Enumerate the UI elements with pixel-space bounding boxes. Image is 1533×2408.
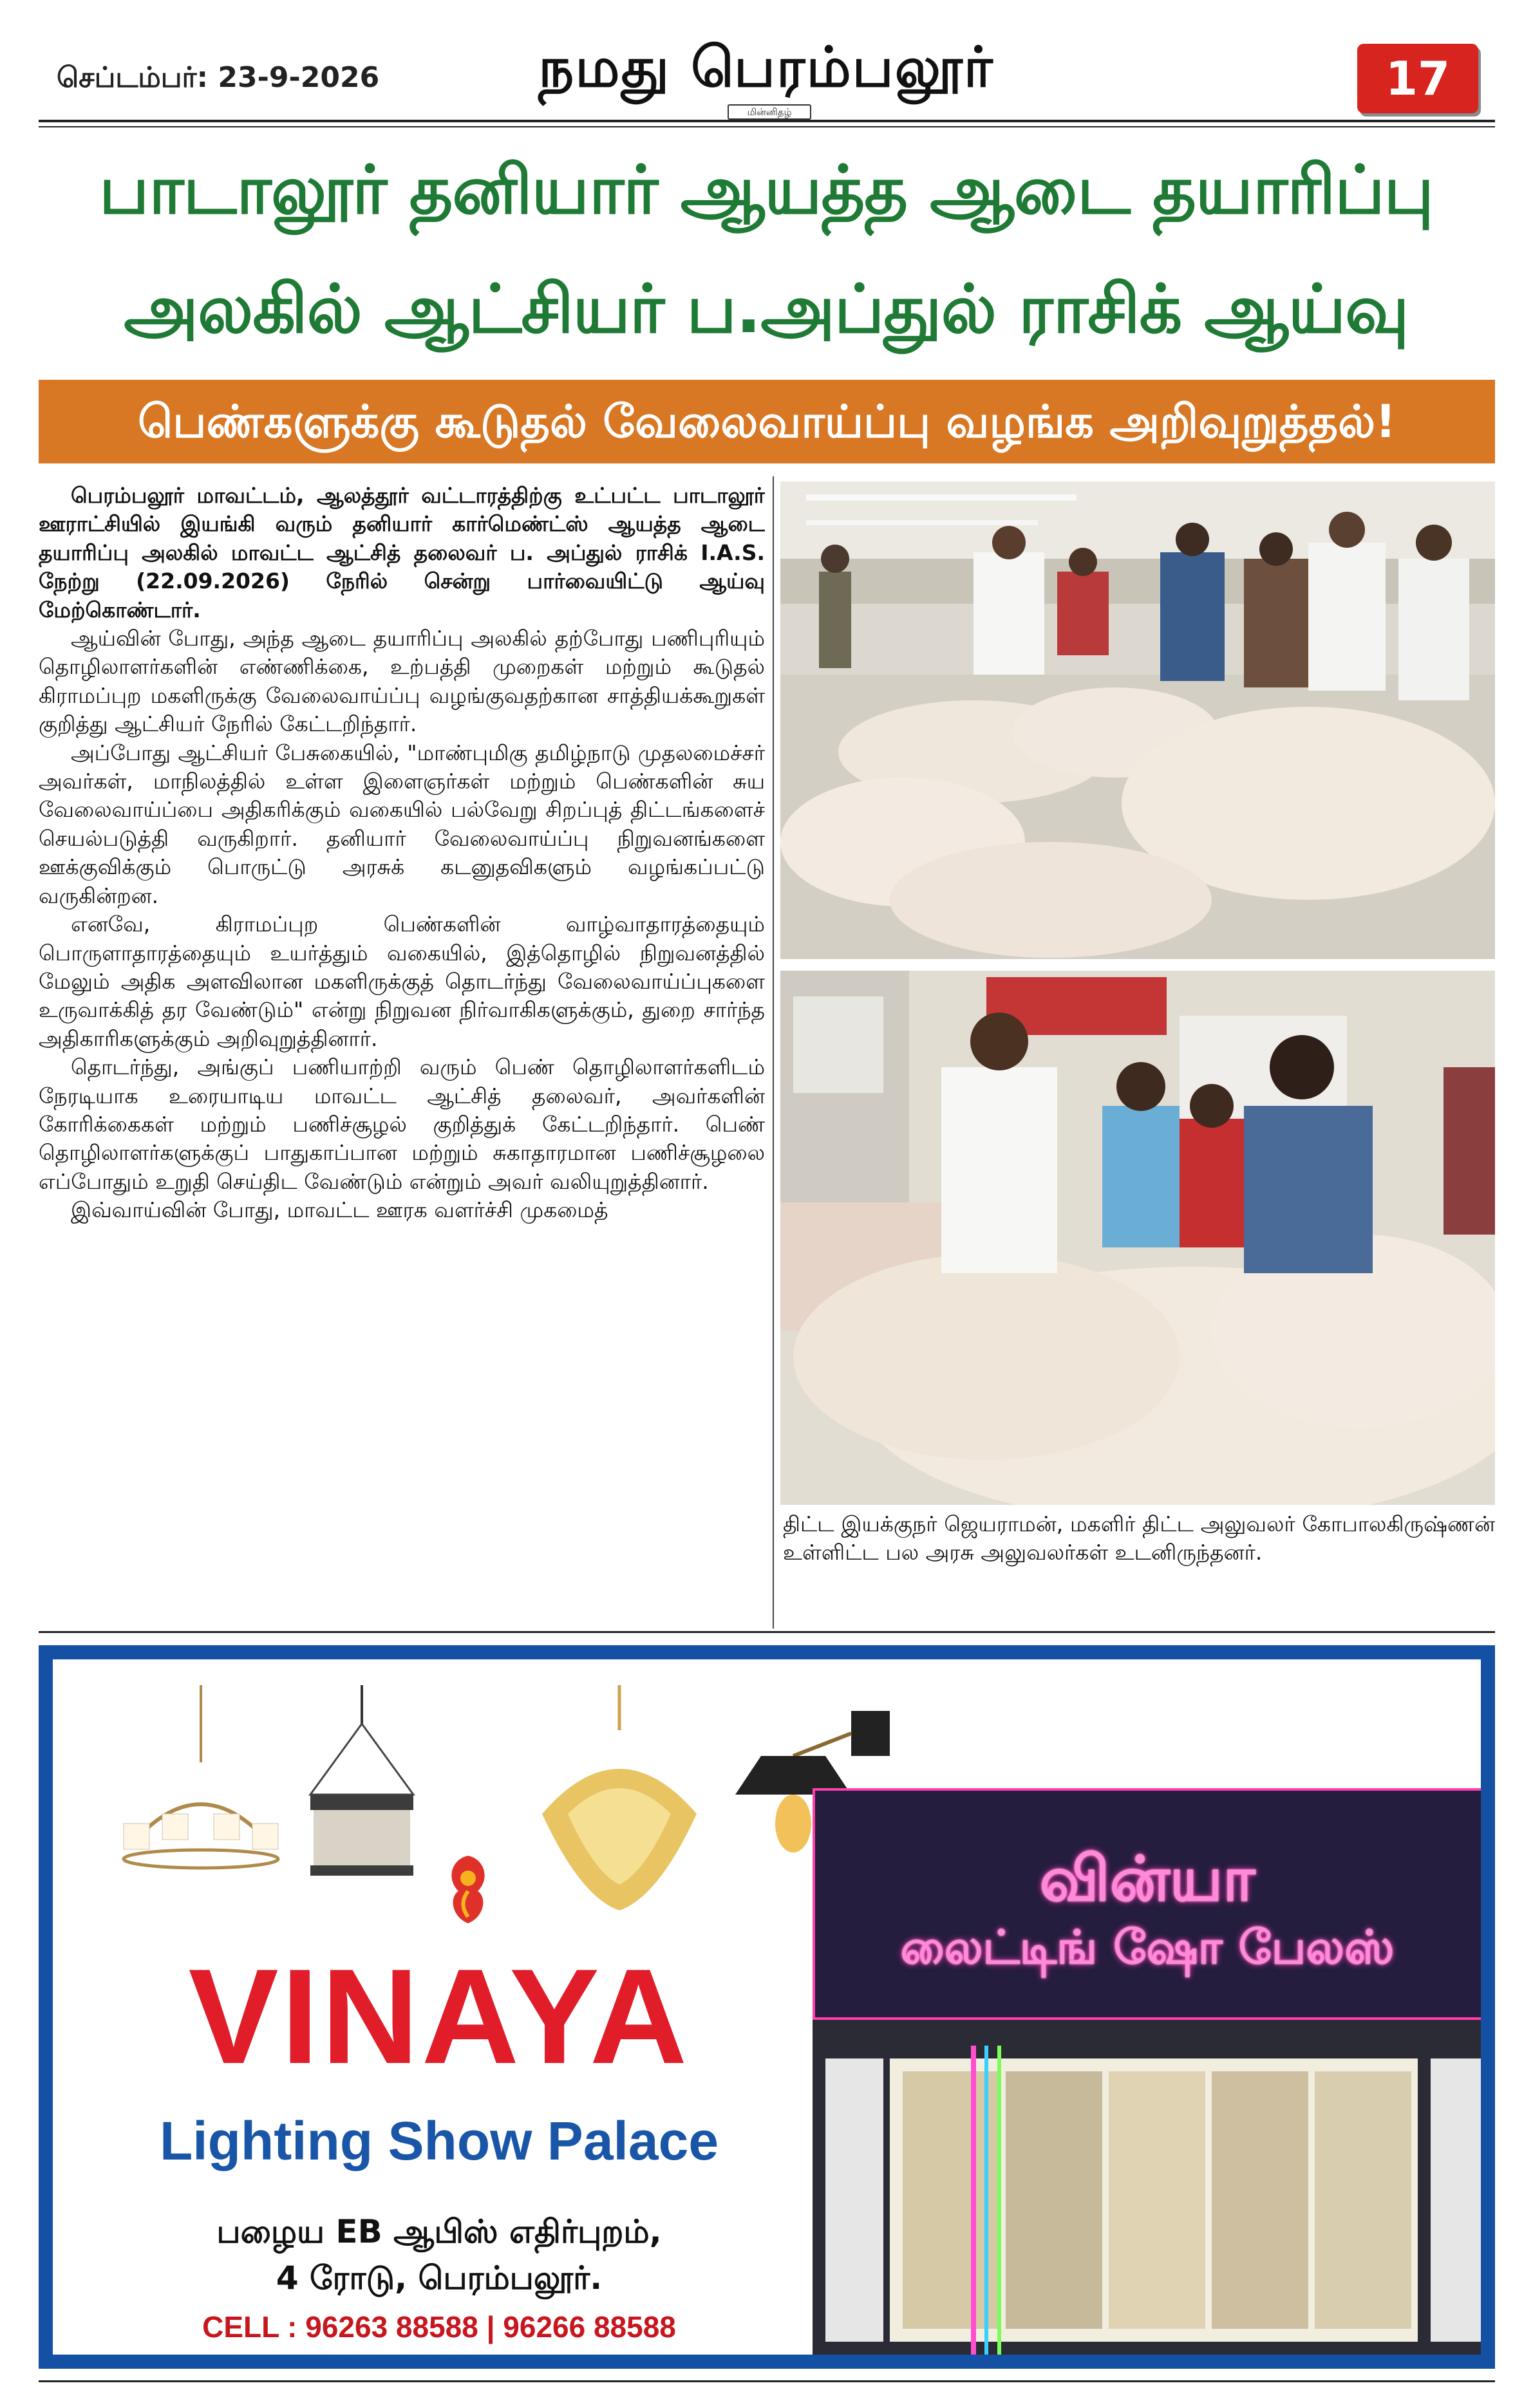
ad-brand-subtitle: Lighting Show Palace [159,2111,719,2171]
article-paragraph: தொடர்ந்து, அங்குப் பணியாற்றி வரும் பெண் தொழிலாளர்களிடம் நேரடியாக உரையாடிய மாவட்ட ஆட்சித் தலைவர், அவர்களின் கோரிக்கைகள் மற்றும் பணிச்சூழல் குறித்துக் கேட்டறிந்தார். பெண் தொழிலாளர்களுக்குப் பாதுகாப்பான மற்றும் சுகாதாரமான பணிச்சூழலை எப்போதும் உறுதி செய்திட வேண்டும் என்றும் அவர் வலியுறுத்தினார். [39,1054,765,1194]
page-bottom-rule [39,2380,1495,2382]
article-bottom-rule [39,1631,1495,1633]
article-continuation-text: திட்ட இயக்குநர் ஜெயராமன், மகளிர் திட்ட அலுவலர் கோபாலகிருஷ்ணன் உள்ளிட்ட பல அரசு அலுவலர்கள் உடனிருந்தனர். [783,1511,1495,1565]
article-paragraph: அப்போது ஆட்சியர் பேசுகையில், "மாண்புமிகு தமிழ்நாடு முதலமைச்சர் அவர்கள், மாநிலத்தில் உள்ள இளைஞர்கள் மற்றும் பெண்களின் சுய வேலைவாய்ப்பை அதிகரிக்கும் வகையில் பல்வேறு சிறப்புத் திட்டங்களைச் செயல்படுத்தி வருகிறார். தனியார் வேலைவாய்ப்பு நிறுவனங்களை ஊக்குவிக்கும் பொருட்டு அரசுக் கடனுதவிகளும் வழங்கப்பட்டு வருகின்றன. [39,740,765,908]
subheadline-banner: பெண்களுக்கு கூடுதல் வேலைவாய்ப்பு வழங்க அறிவுறுத்தல்! [39,380,1495,463]
headline-line-1: பாடாலூர் தனியார் ஆயத்த ஆடை தயாரிப்பு [99,151,1434,229]
ad-phone-numbers: CELL : 96263 88588 | 96266 88588 [202,2310,676,2344]
store-sign-line-2: லைட்டிங் ஷோ பேலஸ் [900,1920,1395,1974]
newspaper-tagline: மின்னிதழ் [728,104,811,120]
ad-address-line-1: பழைய EB ஆபிஸ் எதிர்புறம், [216,2213,662,2250]
article-continuation [783,1510,1495,1567]
masthead-rule [39,120,1495,122]
article-paragraph: இவ்வாய்வின் போது, மாவட்ட ஊரக வளர்ச்சி முகமைத் [71,1197,608,1223]
store-sign-line-1: வின்யா [1039,1843,1256,1915]
inspection-photo-1 [780,481,1495,959]
chandelier-icon [91,1685,928,1917]
article-paragraph: ஆய்வின் போது, அந்த ஆடை தயாரிப்பு அலகில் தற்போது பணிபுரியும் தொழிலாளர்களின் எண்ணிக்கை, உற்பத்தி முறைகள் மற்றும் கூடுதல் கிராமப்புற மகளிருக்கு வேலைவாய்ப்பு வழங்குவதற்கான சாத்தியக்கூறுகள் குறித்து ஆட்சியர் நேரில் கேட்டறிந்தார். [39,626,765,737]
ganesha-logo-icon [439,1853,497,1936]
newspaper-title: நமது பெரம்பலூர் [538,35,994,100]
masthead-rule-thin [39,126,1495,127]
advertisement-vinaya [39,1645,1495,2369]
ad-address-line-2: 4 ரோடு, பெரம்பலூர். [276,2259,603,2297]
article-paragraph: பெரம்பலூர் மாவட்டம், ஆலத்தூர் வட்டாரத்திற்கு உட்பட்ட பாடாலூர் ஊராட்சியில் இயங்கி வரும் தனியார் கார்மெண்ட்ஸ் ஆயத்த ஆடை தயாரிப்பு அலகில் மாவட்ட ஆட்சித் தலைவர் ப. அப்துல் ராசிக் I.A.S. நேற்று (22.09.2026) நேரில் சென்று பார்வையிட்டு ஆய்வு மேற்கொண்டார். [39,483,765,622]
page-number-badge: 17 [1357,44,1478,113]
ad-brand-name: VINAYA [188,1941,690,2092]
issue-date: செப்டம்பர்: 23-9-2026 [57,61,380,94]
article-paragraph: எனவே, கிராமப்புற பெண்களின் வாழ்வாதாரத்தையும் பொருளாதாரத்தையும் உயர்த்தும் வகையில், இத்தொழில் நிறுவனத்தில் மேலும் அதிக அளவிலான மகளிருக்குத் தொடர்ந்து வேலைவாய்ப்புகளை உருவாக்கித் தர வேண்டும்" என்று நிறுவன நிர்வாகிகளுக்கும், துறை சார்ந்த அதிகாரிகளுக்கும் அறிவுறுத்தினார். [39,911,765,1051]
headline-line-2: அலகில் ஆட்சியர் ப.அப்துல் ராசிக் ஆய்வு [124,270,1409,348]
column-divider [773,476,774,1629]
article-body-column [39,481,765,1624]
inspection-photo-2 [780,971,1495,1505]
